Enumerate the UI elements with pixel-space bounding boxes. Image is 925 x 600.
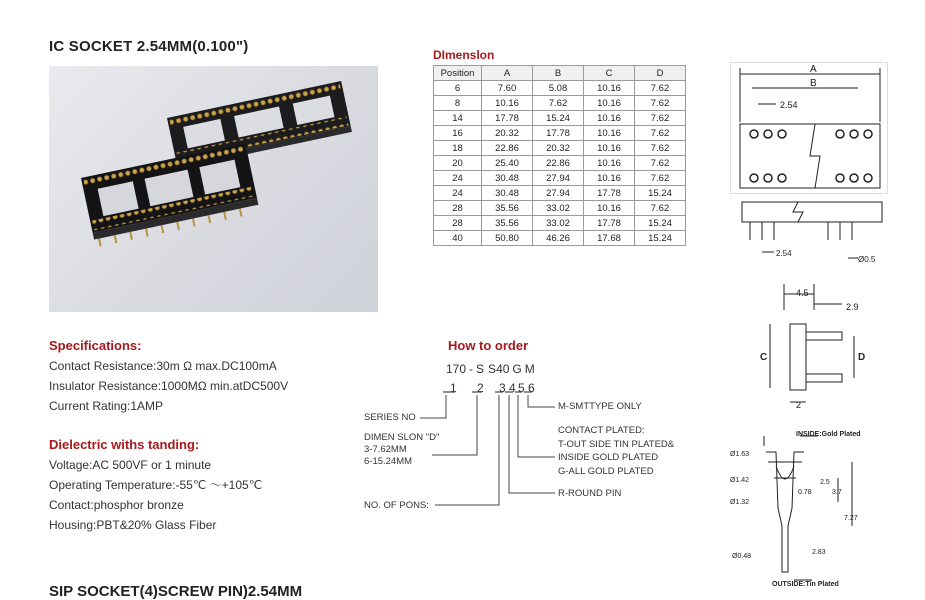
order-digit-2: 2 [477,381,484,395]
dimen-option-1: 3-7.62MM [364,444,407,455]
cell: 18 [434,141,482,156]
cell: 22.86 [482,141,533,156]
order-digit-5: 5 [518,381,525,395]
cell: 10.16 [584,171,635,186]
cell: 28 [434,201,482,216]
header-b: B [533,66,584,81]
table-header-row [434,66,686,81]
diameter-132-label: Ø1.32 [730,499,750,506]
cell: 50.80 [482,231,533,246]
dim-078-label: 0.78 [798,489,812,496]
dim-d-label: D [858,352,866,363]
spec-contact-resistance: Contact Resistance:30m Ω max.DC100mA [49,359,277,373]
order-digit-4: 4 [509,381,516,395]
cell: 10.16 [584,156,635,171]
code-part: 170 [446,362,467,376]
cell: 27.94 [533,186,584,201]
cell: 10.16 [584,201,635,216]
table-row [434,231,686,246]
cell: 40 [434,231,482,246]
cell: 7.62 [635,96,686,111]
cell: 17.78 [482,111,533,126]
pin-pitch-label: 2.54 [776,249,792,258]
round-pin-label: R-ROUND PIN [558,488,622,499]
cell: 15.24 [533,111,584,126]
dim-b-label: B [810,78,817,89]
code-part: 40 [496,362,510,376]
width-2-label: 2 [796,400,802,410]
table-row [434,216,686,231]
series-no-label: SERIES NO [364,412,416,423]
cell: 24 [434,186,482,201]
cell: 7.62 [635,111,686,126]
cell: 30.48 [482,171,533,186]
header-a: A [482,66,533,81]
cell: 17.78 [584,216,635,231]
cell: 25.40 [482,156,533,171]
plated-option-3: G-ALL GOLD PLATED [558,465,654,477]
cell: 20.32 [482,126,533,141]
table-row [434,141,686,156]
cell: 7.62 [533,96,584,111]
table-row [434,126,686,141]
table-row [434,96,686,111]
order-code [446,362,535,376]
cell: 5.08 [533,81,584,96]
diameter-048-label: Ø0.48 [732,553,752,560]
header-c: C [584,66,635,81]
cell: 7.62 [635,156,686,171]
page-title: IC SOCKET 2.54MM(0.100") [49,38,249,55]
width-29-label: 2.9 [846,302,859,312]
dim-37-label: 3.7 [832,489,842,496]
dim-a-label: A [810,64,817,75]
cell: 17.68 [584,231,635,246]
header-position: Position [434,66,482,81]
order-digit-1: 1 [450,381,457,395]
cell: 7.62 [635,201,686,216]
cell: 14 [434,111,482,126]
code-part: G [512,362,522,376]
cell: 10.16 [584,96,635,111]
dielectric-housing: Housing:PBT&20% Glass Fiber [49,518,217,532]
side-view-diagram [738,200,888,272]
table-row [434,171,686,186]
dielectric-contact: Contact:phosphor bronze [49,498,184,512]
spec-insulator-resistance: Insulator Resistance:1000MΩ min.atDC500V [49,379,289,393]
cell: 24 [434,171,482,186]
table-row [434,201,686,216]
inside-gold-label: INSIDE:Gold Plated [796,431,861,438]
cell: 28 [434,216,482,231]
how-to-order-heading: How to order [448,338,529,353]
code-part: M [524,362,535,376]
cell: 7.60 [482,81,533,96]
dim-c-label: C [760,352,768,363]
cross-section-diagram [750,280,878,412]
pitch-label: 2.54 [780,100,798,110]
cell: 7.62 [635,81,686,96]
cell: 17.78 [533,126,584,141]
no-of-pons-label: NO. OF PONS: [364,500,429,511]
top-view-diagram [730,62,888,194]
cell: 16 [434,126,482,141]
cell: 7.62 [635,126,686,141]
diameter-163-label: Ø1.63 [730,451,750,458]
dielectric-voltage: Voltage:AC 500VF or 1 minute [49,458,212,472]
cell: 10.16 [584,81,635,96]
plated-option-2: INSIDE GOLD PLATED [558,452,659,463]
cell: 15.24 [635,216,686,231]
code-part: S [488,362,497,376]
order-digit-3: 3 [499,381,506,395]
contact-detail-diagram [728,422,888,590]
next-section-title: SIP SOCKET(4)SCREW PIN)2.54MM [49,583,303,600]
specifications-heading: Specifications: [49,338,142,353]
cell: 10.16 [584,141,635,156]
cell: 27.94 [533,171,584,186]
dimension-heading: DImenslon [433,48,495,62]
plated-option-1: T-OUT SIDE TIN PLATED& [558,438,675,450]
cell: 35.56 [482,201,533,216]
table-row [434,156,686,171]
dimen-title: DIMEN SLON "D" [364,432,440,443]
cell: 7.62 [635,171,686,186]
dimen-label [364,432,439,468]
pin-diameter-label: Ø0.5 [858,255,876,264]
table-row [434,111,686,126]
cell: 17.78 [584,186,635,201]
outside-tin-label: OUTSIDE:Tin Plated [772,581,839,588]
cell: 35.56 [482,216,533,231]
table-row [434,81,686,96]
product-photo [49,66,378,312]
width-45-label: 4.5 [796,288,809,298]
cell: 7.62 [635,141,686,156]
plated-title: CONTACT PLATED: [558,425,645,436]
code-part: S [476,362,485,376]
table-row [434,186,686,201]
smt-type-label: M-SMTTYPE ONLY [558,401,642,412]
dielectric-list [49,455,262,535]
cell: 30.48 [482,186,533,201]
cell: 33.02 [533,201,584,216]
dielectric-heading: Dielectric withs tanding: [49,437,200,452]
order-digit-6: 6 [528,381,535,395]
cell: 10.16 [584,111,635,126]
ic-socket-illustration [49,66,378,312]
cell: 15.24 [635,186,686,201]
dim-25-label: 2.5 [820,479,830,486]
cell: 8 [434,96,482,111]
code-part: - [469,362,474,376]
cell: 10.16 [584,126,635,141]
cell: 22.86 [533,156,584,171]
dielectric-temperature: Operating Temperature:-55℃ ～+105℃ [49,478,263,492]
cell: 15.24 [635,231,686,246]
dimen-option-2: 6-15.24MM [364,456,413,467]
diameter-142-label: Ø1.42 [730,477,750,484]
specifications-list [49,356,288,416]
header-d: D [635,66,686,81]
dim-727-label: 7.27 [844,515,858,522]
dim-283-label: 2.83 [812,549,826,556]
cell: 6 [434,81,482,96]
contact-plated-label [558,424,674,478]
cell: 33.02 [533,216,584,231]
spec-current-rating: Current Rating:1AMP [49,399,164,413]
dimension-table [433,65,686,246]
cell: 20.32 [533,141,584,156]
cell: 46.26 [533,231,584,246]
cell: 10.16 [482,96,533,111]
cell: 20 [434,156,482,171]
